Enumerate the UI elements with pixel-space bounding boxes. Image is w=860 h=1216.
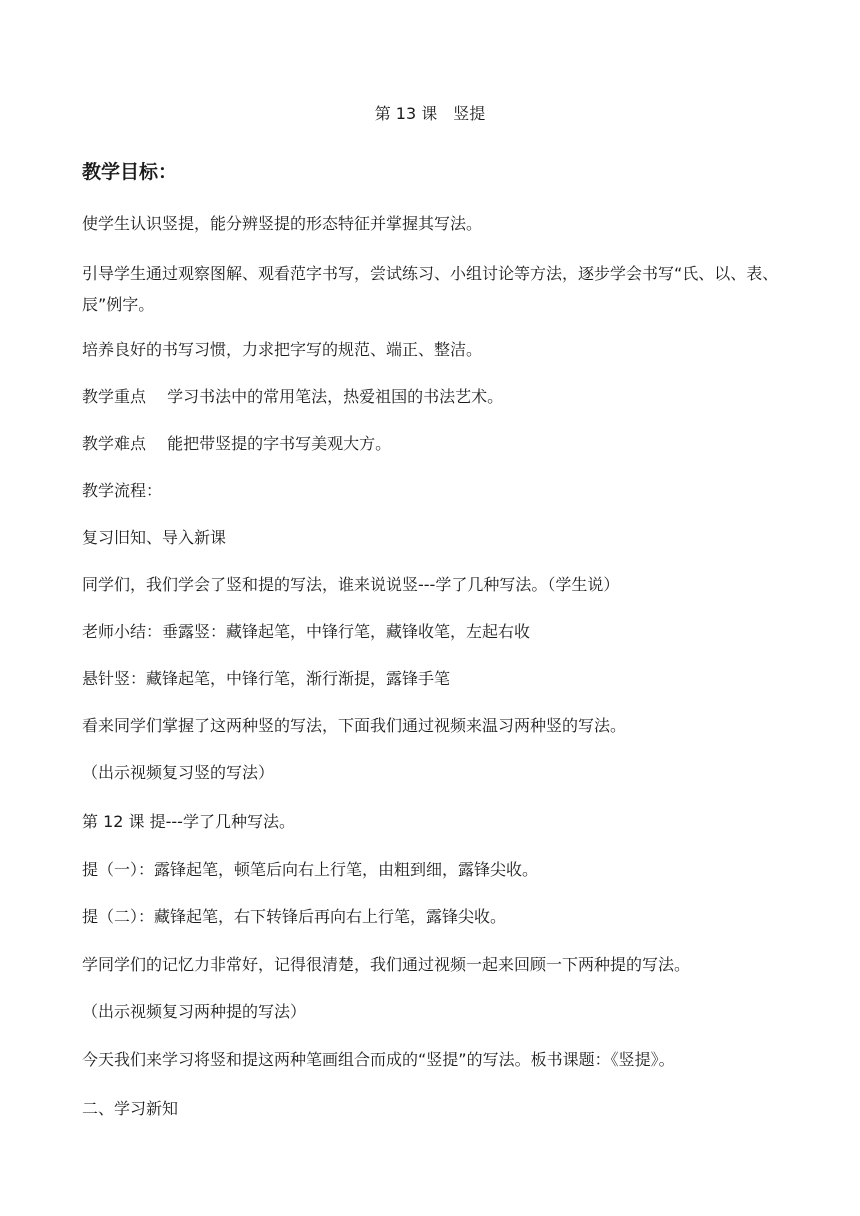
- body-paragraph: 学同学们的记忆力非常好，记得很清楚，我们通过视频一起来回顾一下两种提的写法。: [82, 955, 691, 974]
- body-paragraph: 今天我们来学习将竖和提这两种笔画组合而成的“竖提”的写法。板书课题：《竖提》。: [82, 1050, 675, 1069]
- body-paragraph: 悬针竖：藏锋起笔，中锋行笔，渐行渐提，露锋手笔: [82, 669, 451, 688]
- difficulty-paragraph: 教学难点 能把带竖提的字书写美观大方。: [82, 434, 392, 453]
- body-paragraph: 老师小结：垂露竖：藏锋起笔，中锋行笔，藏锋收笔，左起右收: [82, 622, 531, 641]
- objective-paragraph: 引导学生通过观察图解、观看范字书写，尝试练习、小组讨论等方法，逐步学会书写“氏、以、表、辰”例字。: [82, 264, 779, 314]
- body-paragraph: 同学们，我们学会了竖和提的写法，谁来说说竖---学了几种写法。（学生说）: [82, 575, 620, 594]
- section-label: 复习旧知、导入新课: [82, 528, 227, 547]
- key-point-paragraph: 教学重点 学习书法中的常用笔法，热爱祖国的书法艺术。: [82, 387, 504, 406]
- objective-paragraph: 培养良好的书写习惯，力求把字写的规范、端正、整洁。: [82, 340, 483, 359]
- objectives-heading: 教学目标：: [82, 161, 178, 183]
- objective-paragraph: 使学生认识竖提，能分辨竖提的形态特征并掌握其写法。: [82, 214, 483, 233]
- section-label: 教学流程：: [82, 481, 163, 500]
- page-title: 第 13 课 竖提: [374, 104, 486, 123]
- body-paragraph: （出示视频复习竖的写法）: [82, 763, 275, 782]
- body-paragraph: 第 12 课 提---学了几种写法。: [82, 812, 295, 831]
- body-paragraph: （出示视频复习两种提的写法）: [82, 1002, 307, 1021]
- body-paragraph: 提（二）：藏锋起笔，右下转锋后再向右上行笔，露锋尖收。: [82, 907, 507, 926]
- body-paragraph: 提（一）：露锋起笔，顿笔后向右上行笔，由粗到细，露锋尖收。: [82, 860, 539, 879]
- section-label: 二、学习新知: [82, 1099, 179, 1118]
- body-paragraph: 看来同学们掌握了这两种竖的写法，下面我们通过视频来温习两种竖的写法。: [82, 716, 627, 735]
